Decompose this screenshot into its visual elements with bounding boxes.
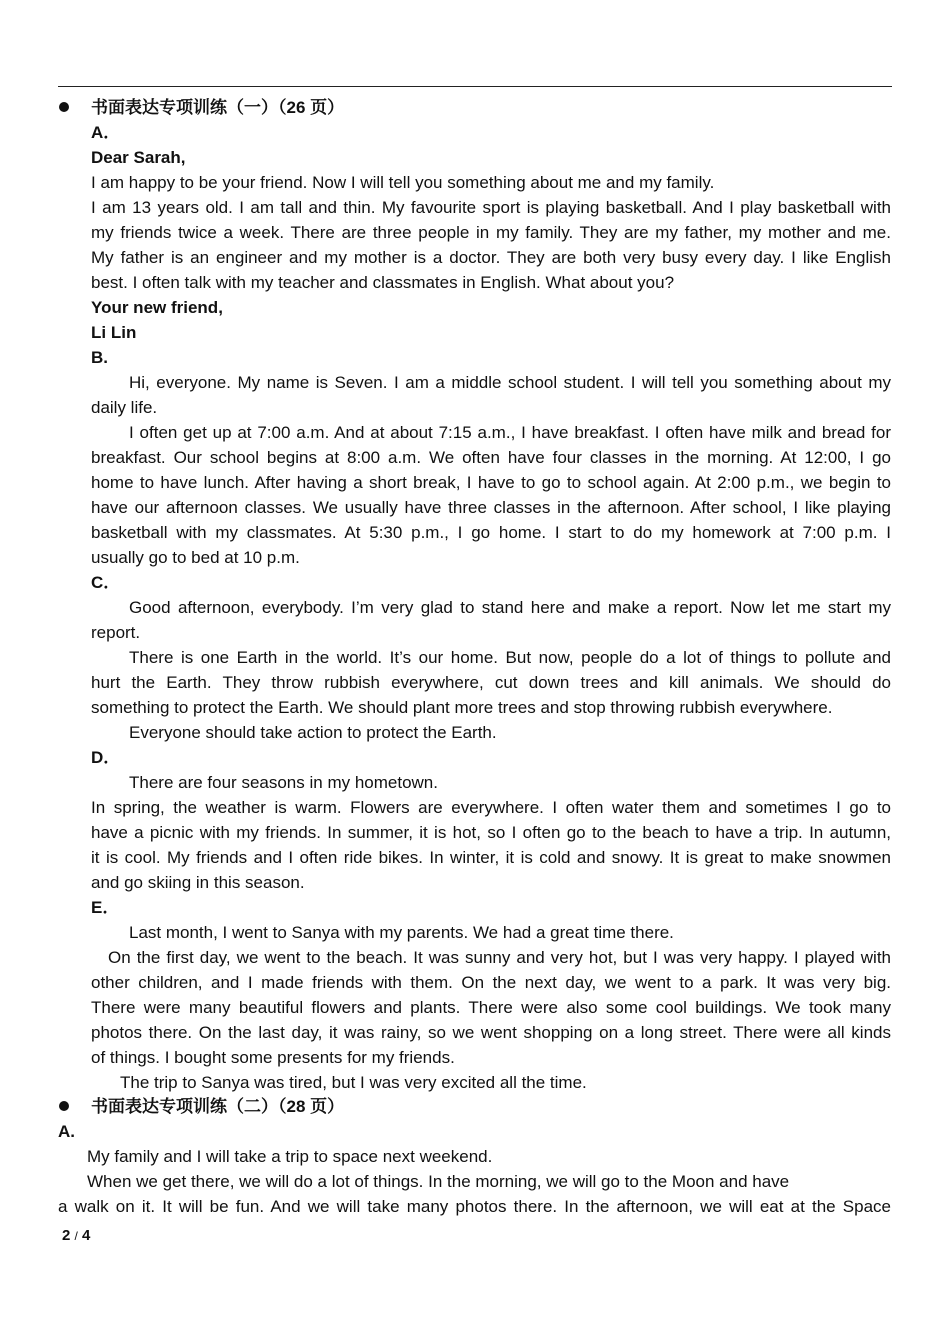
label-e: E． — [91, 898, 120, 917]
letter-salutation: Dear Sarah, — [91, 148, 186, 167]
section-heading: 书面表达专项训练（一）（26 页） — [91, 98, 345, 117]
bullet-icon — [59, 1101, 69, 1111]
text-line: I am 13 years old. I am tall and thin. My favourite sport is playing basketball. And I play basketball with — [91, 198, 891, 217]
page-number — [62, 1226, 90, 1246]
text-line: best. I often talk with my teacher and classmates in English. What about you? — [91, 273, 675, 292]
text-line: a walk on it. It will be fun. And we will take many photos there. In the afternoon, we will eat at the Space — [58, 1197, 891, 1216]
text-line: Hi, everyone. My name is Seven. I am a middle school student. I will tell you something about my — [129, 373, 891, 392]
text-line: In spring, the weather is warm. Flowers are everywhere. I often water them and sometimes I go to — [91, 798, 891, 817]
page-current: 2 — [62, 1227, 71, 1244]
text-line: of things. I bought some presents for my friends. — [91, 1048, 455, 1067]
text-line: other children, and I made friends with them. On the next day, we went to a park. It was very big. — [91, 973, 891, 992]
letter-signature: Li Lin — [91, 323, 137, 342]
text-line: When we get there, we will do a lot of things. In the morning, we will go to the Moon and have — [87, 1172, 790, 1191]
text-line: I often get up at 7:00 a.m. And at about 7:15 a.m., I have breakfast. I often have milk and bread for — [129, 423, 891, 442]
text-line: photos there. On the last day, it was rainy, so we went shopping on a long street. There were all kinds — [91, 1023, 891, 1042]
label-a: A． — [91, 123, 121, 142]
text-line: breakfast. Our school begins at 8:00 a.m. We often have four classes in the morning. At 12:00, I go — [91, 448, 891, 467]
text-line: usually go to bed at 10 p.m. — [91, 548, 300, 567]
text-line: basketball with my classmates. At 5:30 p.m., I go home. I start to do my homework at 7:00 p.m. I — [91, 523, 891, 542]
text-line: home to have lunch. After having a short break, I have to go to school again. At 2:00 p.m., we begin to — [91, 473, 891, 492]
text-line: Last month, I went to Sanya with my parents. We had a great time there. — [129, 923, 674, 942]
text-line: daily life. — [91, 398, 158, 417]
text-line: The trip to Sanya was tired, but I was very excited all the time. — [120, 1073, 587, 1092]
text-line: There were many beautiful flowers and plants. There were also some cool buildings. We took many — [91, 998, 891, 1017]
text-line: it is cool. My friends and I often ride bikes. In winter, it is cold and snowy. It is great to make snowmen — [91, 848, 891, 867]
bullet-icon — [59, 102, 69, 112]
text-line: have our afternoon classes. We usually have three classes in the afternoon. After school, I like playing — [91, 498, 891, 517]
page-separator: / — [74, 1229, 78, 1243]
text-line: I am happy to be your friend. Now I will tell you something about me and my family. — [91, 173, 715, 192]
text-line: hurt the Earth. They throw rubbish everywhere, cut down trees and kill animals. We should do — [91, 673, 891, 692]
label-b: B. — [91, 348, 108, 367]
label-c: C． — [91, 573, 121, 592]
text-line: have a picnic with my friends. In summer, it is hot, so I often go to the beach to have a trip. In autumn, — [91, 823, 891, 842]
text-line: There is one Earth in the world. It’s our home. But now, people do a lot of things to pollute and — [129, 648, 891, 667]
text-line: something to protect the Earth. We should plant more trees and stop throwing rubbish everywhere. — [91, 698, 833, 717]
section-heading: 书面表达专项训练（二）（28 页） — [91, 1097, 345, 1116]
text-line: my friends twice a week. There are three people in my family. They are my father, my mother and me. — [91, 223, 891, 242]
text-line: Good afternoon, everybody. I’m very glad to stand here and make a report. Now let me start my — [129, 598, 891, 617]
label-d: D． — [91, 748, 121, 767]
text-line: and go skiing in this season. — [91, 873, 305, 892]
header-rule — [58, 86, 892, 87]
text-line: My family and I will take a trip to space next weekend. — [87, 1147, 493, 1166]
text-line: report. — [91, 623, 141, 642]
text-line: There are four seasons in my hometown. — [129, 773, 438, 792]
text-line: On the first day, we went to the beach. It was sunny and very hot, but I was very happy. I played with — [108, 948, 891, 967]
text-line: My father is an engineer and my mother is a doctor. They are both very busy every day. I like English — [91, 248, 891, 267]
letter-closing: Your new friend, — [91, 298, 223, 317]
page-total: 4 — [82, 1227, 91, 1244]
text-line: Everyone should take action to protect the Earth. — [129, 723, 497, 742]
label-a: A. — [58, 1122, 75, 1141]
